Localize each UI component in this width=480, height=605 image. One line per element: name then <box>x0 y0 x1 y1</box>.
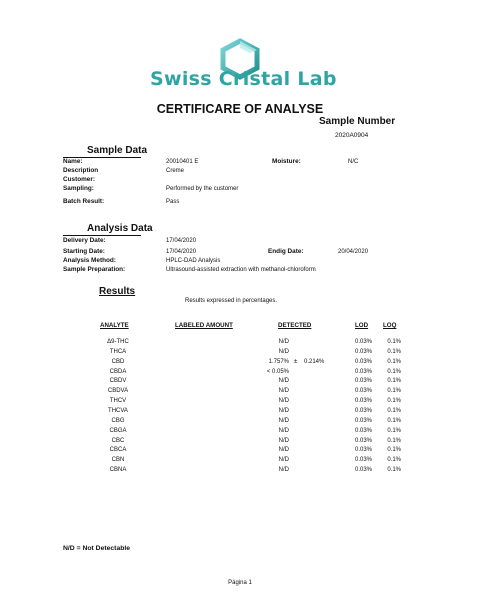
loq-cell: 0.1% <box>387 348 401 355</box>
ending-date-label: Endig Date: <box>268 248 304 255</box>
ending-date-value: 20/04/2020 <box>338 249 369 255</box>
sample-preparation-label: Sample Preparation: <box>63 266 126 273</box>
lod-cell: 0.03% <box>354 398 372 405</box>
name-value: 20010401 E <box>166 159 199 165</box>
loq-cell: 0.1% <box>387 398 401 405</box>
detected-cell: N/D <box>278 457 289 464</box>
moisture-label: Moisture: <box>272 158 301 165</box>
lod-cell: 0.03% <box>354 348 372 355</box>
lod-cell: 0.03% <box>354 467 372 473</box>
uncertainty-cell: 0.214% <box>304 358 325 365</box>
analysis-data-underline <box>63 235 141 236</box>
loq-cell: 0.1% <box>387 427 401 434</box>
analyte-cell: CBDVA <box>107 388 129 395</box>
customer-label: Customer: <box>63 176 95 183</box>
lod-cell: 0.03% <box>354 368 372 375</box>
delivery-date-label: Delivery Date: <box>63 237 106 244</box>
starting-date-value: 17/04/2020 <box>166 249 197 255</box>
analysis-data-heading: Analysis Data <box>87 223 153 234</box>
name-label: Name: <box>63 158 83 165</box>
analyte-cell: Δ9-THC <box>107 339 129 345</box>
loq-cell: 0.1% <box>387 457 401 464</box>
sampling-label: Sampling: <box>63 185 94 192</box>
loq-cell: 0.1% <box>387 388 401 395</box>
sample-number-heading: Sample Number <box>319 116 396 127</box>
loq-cell: 0.1% <box>387 339 401 345</box>
lod-cell: 0.03% <box>354 437 372 444</box>
description-label: Description <box>63 167 99 174</box>
analyte-cell: CBGA <box>109 427 127 434</box>
analyte-cell: CBCA <box>109 447 127 454</box>
analyte-cell: CBN <box>111 457 125 464</box>
col-labeled-amount: LABELED AMOUNT <box>175 322 233 329</box>
analyte-cell: THCVA <box>108 407 128 414</box>
detected-cell: N/D <box>278 447 289 454</box>
moisture-value: N/C <box>348 159 359 165</box>
detected-cell: N/D <box>278 417 289 424</box>
detected-cell: N/D <box>278 378 289 385</box>
detected-cell: N/D <box>278 398 289 405</box>
col-analyte: ANALYTE <box>100 322 129 329</box>
detected-cell: N/D <box>278 339 289 345</box>
loq-cell: 0.1% <box>387 467 401 473</box>
lod-cell: 0.03% <box>354 417 372 424</box>
lod-cell: 0.03% <box>354 358 372 365</box>
detected-cell: 1.757% <box>268 358 289 365</box>
analyte-cell: THCA <box>109 348 127 355</box>
loq-cell: 0.1% <box>387 368 401 375</box>
lod-cell: 0.03% <box>354 407 372 414</box>
analyte-cell: CBC <box>111 437 125 444</box>
loq-cell: 0.1% <box>387 378 401 385</box>
analyte-cell: CBNA <box>109 467 127 473</box>
batch-result-label: Batch Result: <box>63 198 105 205</box>
lod-cell: 0.03% <box>354 378 372 385</box>
analysis-method-value: HPLC-DAD Analysis <box>166 258 221 264</box>
loq-cell: 0.1% <box>387 447 401 454</box>
detected-cell: N/D <box>278 348 289 355</box>
sample-preparation-value: Ultrasound-assisted extraction with methanol-chloroform <box>166 267 316 273</box>
analyte-cell: CBD <box>111 358 125 365</box>
results-note: Results expressed in percentages. <box>185 298 278 304</box>
detected-cell: N/D <box>278 437 289 444</box>
detected-cell: N/D <box>278 427 289 434</box>
delivery-date-value: 17/04/2020 <box>166 238 197 244</box>
detected-cell: N/D <box>278 388 289 395</box>
analyte-cell: CBDA <box>109 368 127 375</box>
description-value: Creme <box>166 168 185 174</box>
col-detected: DETECTED <box>278 322 312 329</box>
analysis-method-label: Analysis Method: <box>63 257 116 264</box>
col-lod: LOD <box>355 322 369 329</box>
nd-legend: N/D = Not Detectable <box>63 545 131 552</box>
col-loq: LOQ <box>383 322 397 329</box>
detected-cell: < 0.05% <box>266 368 289 375</box>
sample-number: 2020A0904 <box>335 132 369 139</box>
starting-date-label: Starting Date: <box>63 248 105 255</box>
page-number: Página 1 <box>228 580 252 586</box>
results-heading: Results <box>99 286 136 297</box>
sample-data-heading: Sample Data <box>87 145 148 156</box>
plus-minus-cell: ± <box>294 358 298 365</box>
analyte-cell: CBG <box>111 417 125 424</box>
lod-cell: 0.03% <box>354 427 372 434</box>
analyte-cell: THCV <box>109 398 127 405</box>
lod-cell: 0.03% <box>354 447 372 454</box>
loq-cell: 0.1% <box>387 437 401 444</box>
document-title: CERTIFICARE OF ANALYSE <box>156 102 324 116</box>
lod-cell: 0.03% <box>354 388 372 395</box>
lod-cell: 0.03% <box>354 339 372 345</box>
loq-cell: 0.1% <box>387 358 401 365</box>
detected-cell: N/D <box>278 467 289 473</box>
batch-result-value: Pass <box>166 199 180 205</box>
loq-cell: 0.1% <box>387 417 401 424</box>
sampling-value: Performed by the customer <box>166 186 239 192</box>
lod-cell: 0.03% <box>354 457 372 464</box>
analyte-cell: CBDV <box>109 378 127 385</box>
detected-cell: N/D <box>278 407 289 414</box>
logo-wordmark: Swiss Cristal Lab <box>150 68 337 90</box>
loq-cell: 0.1% <box>387 407 401 414</box>
